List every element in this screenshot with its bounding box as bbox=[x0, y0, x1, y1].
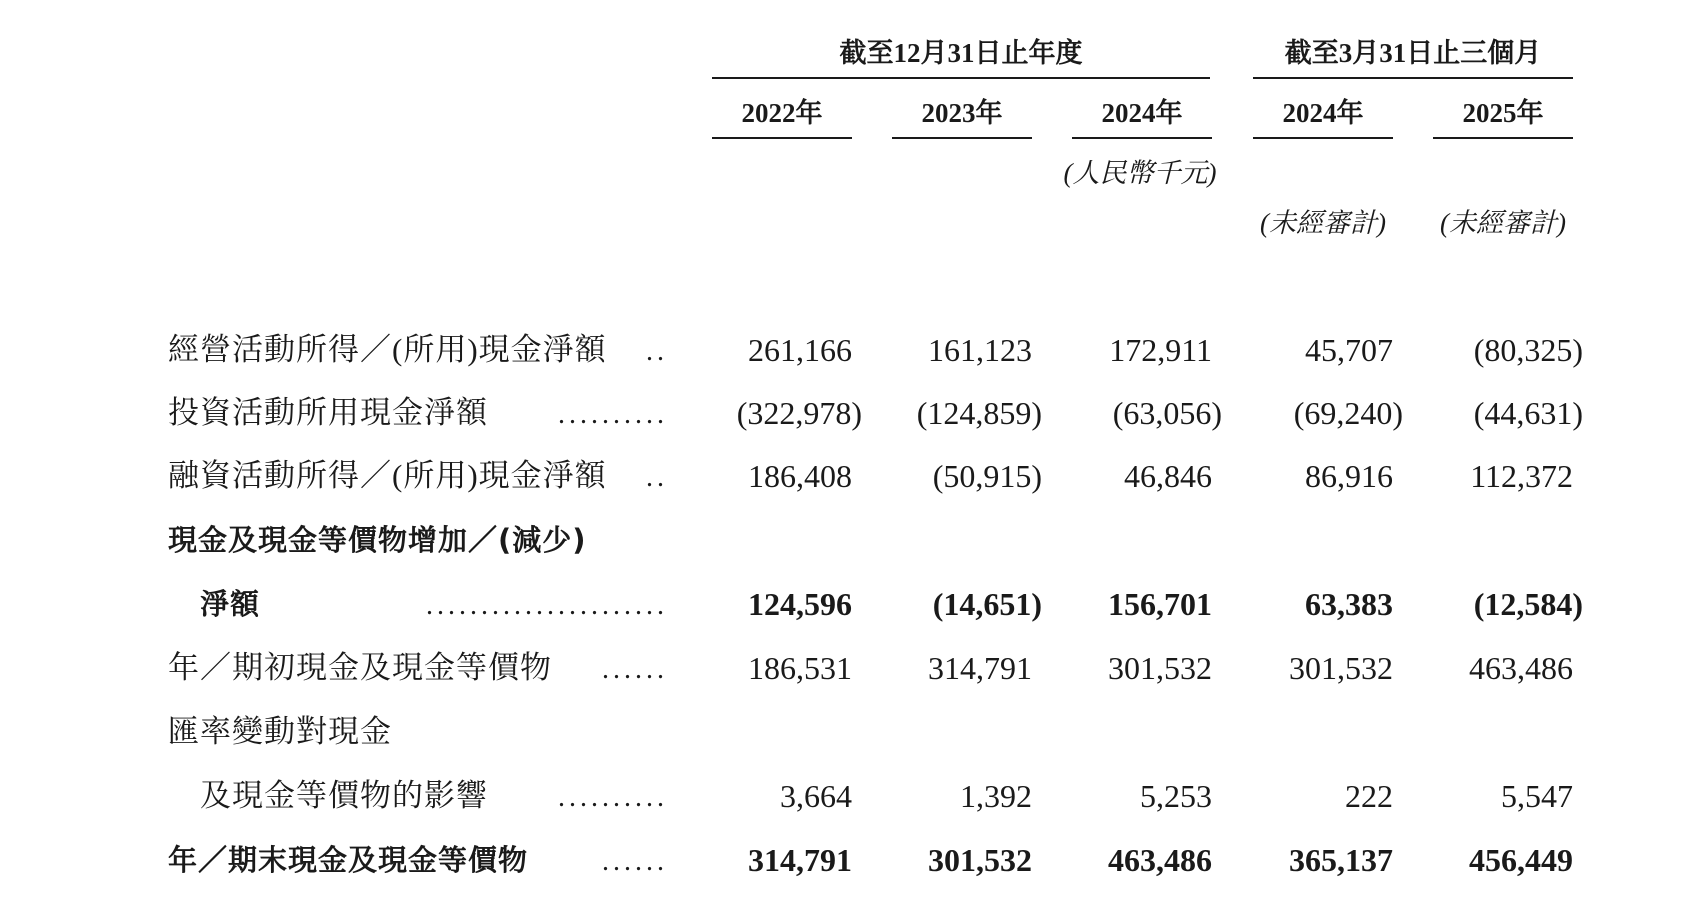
year-rule-2024-quarter bbox=[1253, 137, 1393, 139]
annual-group-rule bbox=[712, 77, 1210, 79]
row-label: 淨額 bbox=[200, 587, 261, 621]
row-leader-dots: .......... bbox=[558, 399, 668, 430]
row-operating-cash bbox=[0, 324, 1708, 376]
value-2022: 186,408 bbox=[748, 458, 852, 494]
value-2024-annual: 46,846 bbox=[1124, 458, 1212, 494]
row-label: 年／期初現金及現金等價物 bbox=[168, 650, 552, 685]
row-label: 年／期末現金及現金等價物 bbox=[168, 843, 529, 877]
unit-note: (人民幣千元) bbox=[1063, 158, 1217, 188]
year-rule-2025-quarter bbox=[1433, 137, 1573, 139]
row-leader-dots: .. bbox=[646, 462, 668, 493]
unaudited-note-2024: (未經審計) bbox=[1260, 208, 1386, 238]
value-2025-quarter: (12,584) bbox=[1473, 586, 1583, 622]
value-2022: (322,978) bbox=[736, 395, 862, 431]
value-2023: 161,123 bbox=[928, 332, 1032, 368]
row-leader-dots: ...... bbox=[602, 654, 668, 685]
value-2022: 261,166 bbox=[748, 332, 852, 368]
row-label: 融資活動所得／(所用)現金淨額 bbox=[168, 458, 607, 493]
row-closing-cash bbox=[0, 834, 1708, 886]
value-2023: 301,532 bbox=[928, 842, 1032, 878]
row-leader-dots: ...... bbox=[602, 846, 668, 877]
value-2024-quarter: 86,916 bbox=[1305, 458, 1393, 494]
value-2023: 1,392 bbox=[960, 778, 1032, 814]
value-2023: (50,915) bbox=[932, 458, 1042, 494]
value-2024-annual: 301,532 bbox=[1108, 650, 1212, 686]
year-rule-2022 bbox=[712, 137, 852, 139]
row-fx-effect bbox=[0, 770, 1708, 822]
quarter-group-rule bbox=[1253, 77, 1573, 79]
value-2024-quarter: 301,532 bbox=[1289, 650, 1393, 686]
year-header-2022: 2022年 bbox=[741, 98, 823, 128]
value-2025-quarter: 463,486 bbox=[1469, 650, 1573, 686]
row-financing-cash bbox=[0, 450, 1708, 502]
value-2024-quarter: 45,707 bbox=[1305, 332, 1393, 368]
value-2024-annual: 156,701 bbox=[1108, 586, 1212, 622]
value-2024-annual: 463,486 bbox=[1108, 842, 1212, 878]
row-net-change bbox=[0, 578, 1708, 630]
quarter-group-title: 截至3月31日止三個月 bbox=[1284, 38, 1542, 68]
row-fx-heading bbox=[0, 706, 1708, 758]
value-2022: 314,791 bbox=[748, 842, 852, 878]
value-2022: 3,664 bbox=[780, 778, 852, 814]
year-header-2023: 2023年 bbox=[921, 98, 1003, 128]
row-label: 匯率變動對現金 bbox=[168, 714, 392, 749]
value-2023: (124,859) bbox=[916, 395, 1042, 431]
row-label: 投資活動所用現金淨額 bbox=[168, 395, 488, 430]
value-2024-annual: 5,253 bbox=[1140, 778, 1212, 814]
value-2023: 314,791 bbox=[928, 650, 1032, 686]
year-header-2024-quarter: 2024年 bbox=[1282, 98, 1364, 128]
value-2024-quarter: 63,383 bbox=[1305, 586, 1393, 622]
value-2025-quarter: 5,547 bbox=[1501, 778, 1573, 814]
value-2024-quarter: (69,240) bbox=[1293, 395, 1403, 431]
row-label: 經營活動所得／(所用)現金淨額 bbox=[168, 332, 607, 367]
row-opening-cash bbox=[0, 642, 1708, 694]
value-2023: (14,651) bbox=[932, 586, 1042, 622]
year-rule-2023 bbox=[892, 137, 1032, 139]
annual-group-title: 截至12月31日止年度 bbox=[839, 38, 1083, 68]
value-2024-quarter: 222 bbox=[1345, 778, 1393, 814]
row-leader-dots: ...................... bbox=[426, 590, 668, 621]
year-header-2025-quarter: 2025年 bbox=[1462, 98, 1544, 128]
row-label: 及現金等價物的影響 bbox=[200, 778, 488, 813]
value-2025-quarter: (80,325) bbox=[1473, 332, 1583, 368]
value-2022: 186,531 bbox=[748, 650, 852, 686]
unaudited-note-2025: (未經審計) bbox=[1440, 208, 1566, 238]
value-2025-quarter: (44,631) bbox=[1473, 395, 1583, 431]
value-2024-annual: 172,911 bbox=[1109, 332, 1212, 368]
row-leader-dots: .. bbox=[646, 336, 668, 367]
row-net-change-heading bbox=[0, 514, 1708, 566]
row-investing-cash bbox=[0, 387, 1708, 439]
year-header-2024-annual: 2024年 bbox=[1101, 98, 1183, 128]
year-rule-2024-annual bbox=[1072, 137, 1212, 139]
value-2024-annual: (63,056) bbox=[1112, 395, 1222, 431]
row-leader-dots: .......... bbox=[558, 782, 668, 813]
row-label: 現金及現金等價物增加／(減少) bbox=[168, 523, 587, 557]
value-2022: 124,596 bbox=[748, 586, 852, 622]
value-2024-quarter: 365,137 bbox=[1289, 842, 1393, 878]
value-2025-quarter: 456,449 bbox=[1469, 842, 1573, 878]
value-2025-quarter: 112,372 bbox=[1470, 458, 1573, 494]
